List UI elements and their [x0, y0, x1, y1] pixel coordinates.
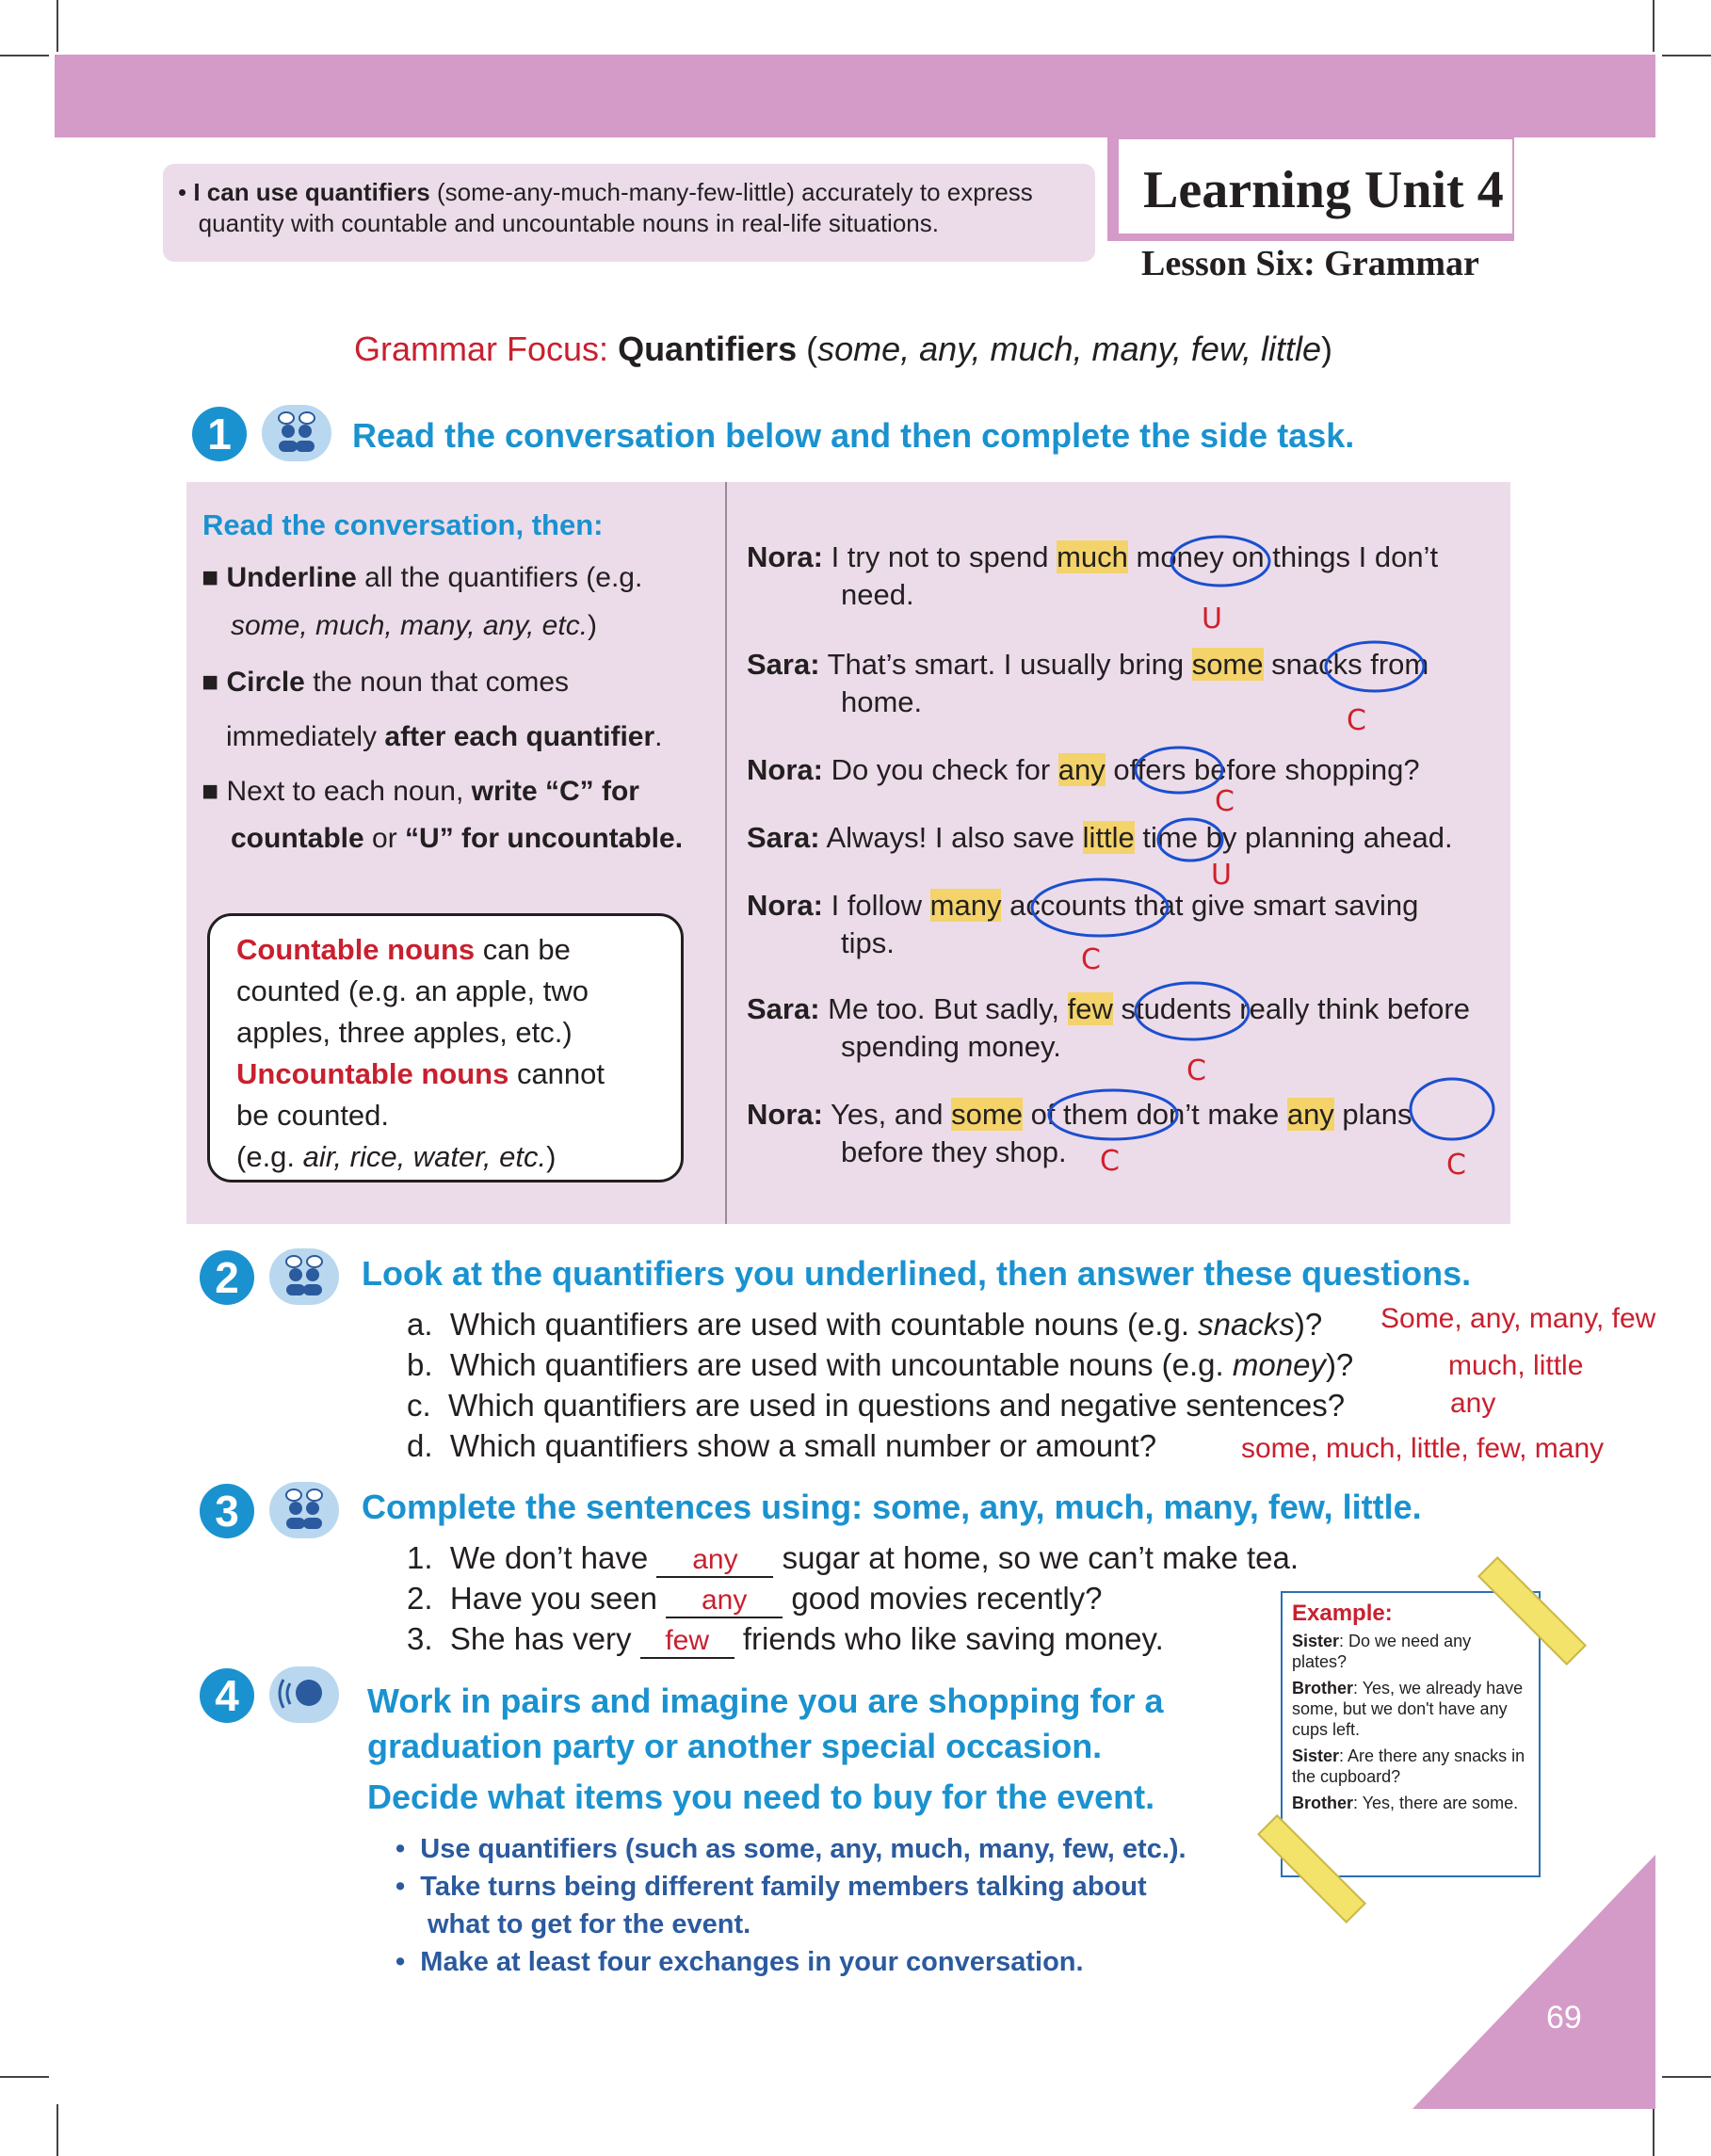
side-task-bold: after each quantifier	[384, 721, 655, 752]
side-task-item-3: ■ Next to each noun, write “C” for	[202, 776, 639, 807]
countable-label: Countable nouns	[236, 933, 476, 966]
answer-blank[interactable]	[640, 1621, 734, 1659]
question-c	[407, 1388, 1345, 1424]
dialogue-text: accounts that give smart saving	[1001, 889, 1419, 922]
speaker-name: Sara:	[747, 821, 820, 854]
question-text: Which quantifiers are used with countable nouns (e.g.	[449, 1307, 1199, 1342]
task-2-instruction: Look at the quantifiers you underlined, then answer these questions.	[362, 1254, 1472, 1293]
task-4-line-1: Work in pairs and imagine you are shopping for a	[367, 1681, 1164, 1720]
example-text: : Do we need any plates?	[1292, 1632, 1472, 1671]
answer-blank[interactable]	[666, 1581, 783, 1618]
sentence-number: 1.	[407, 1540, 433, 1575]
bullet-text: Make at least four exchanges in your conversation.	[420, 1947, 1084, 1977]
note-text-line: (e.g.	[236, 1140, 303, 1173]
example-speaker: Sister	[1292, 1632, 1340, 1650]
example-text: : Are there any snacks in the cupboard?	[1292, 1746, 1525, 1786]
grammar-focus-label: Grammar Focus:	[354, 330, 609, 368]
conversation-line-2-cont: home.	[841, 685, 923, 718]
speaking-icon	[269, 1666, 339, 1723]
side-task-examples: some, much, many, any, etc.	[231, 610, 589, 641]
example-speaker: Sister	[1292, 1746, 1340, 1765]
question-text: Which quantifiers are used with uncountable nouns (e.g.	[449, 1347, 1233, 1382]
dialogue-text: of them don’t make	[1022, 1098, 1287, 1131]
example-speaker: Brother	[1292, 1794, 1354, 1812]
sentence-3	[407, 1621, 1164, 1659]
sentence-text: She has very	[449, 1621, 640, 1656]
example-line	[1292, 1631, 1529, 1672]
dialogue-text: offers before shopping?	[1105, 753, 1420, 786]
quantifier-highlight: some	[951, 1098, 1023, 1131]
circle-mark	[1158, 819, 1222, 861]
quantifier-highlight: much	[1057, 540, 1128, 573]
example-text: : Yes, there are some.	[1353, 1794, 1519, 1812]
speaker-name: Sara:	[747, 992, 820, 1025]
answer-c: any	[1450, 1388, 1496, 1419]
task-4-bullet-1: • Use quantifiers (such as some, any, much, many, few, etc.).	[395, 1834, 1186, 1864]
side-task-item-1: ■ Underline all the quantifiers (e.g.	[202, 562, 643, 593]
page-corner-triangle	[1412, 1855, 1655, 2109]
question-letter: c.	[407, 1388, 431, 1423]
grammar-focus-open: (	[797, 330, 818, 368]
blank-answer: few	[665, 1625, 709, 1656]
sentence-text: Have you seen	[449, 1581, 667, 1616]
side-task-bold: countable	[231, 823, 364, 854]
dialogue-text: That’s smart. I usually bring	[819, 648, 1192, 681]
dialogue-text: I try not to spend	[822, 540, 1057, 573]
noun-mark: U	[1202, 603, 1222, 636]
pair-work-icon	[269, 1248, 339, 1305]
dialogue-text: I follow	[822, 889, 930, 922]
task-3-instruction: Complete the sentences using: some, any, much, many, few, little.	[362, 1488, 1422, 1526]
question-b	[407, 1347, 1353, 1383]
uncountable-examples: air, rice, water, etc.	[302, 1140, 547, 1173]
speaker-name: Nora:	[747, 889, 823, 922]
conversation-line-1-cont: need.	[841, 578, 914, 611]
dialogue-text: plans	[1333, 1098, 1412, 1131]
side-task-text: all the quantifiers (e.g.	[356, 562, 643, 593]
noun-mark: U	[1211, 859, 1232, 892]
note-text-line: )	[546, 1140, 557, 1173]
quantifier-highlight: any	[1057, 753, 1106, 786]
noun-mark: C	[1215, 785, 1235, 818]
question-letter: a.	[407, 1307, 433, 1342]
circle-mark	[1411, 1079, 1493, 1139]
pair-work-icon	[269, 1482, 339, 1538]
noun-mark: C	[1347, 704, 1366, 737]
page-number: 69	[1546, 2000, 1582, 2035]
dialogue-text: snacks from	[1263, 648, 1429, 681]
grammar-focus-close: )	[1320, 330, 1332, 368]
question-example: snacks	[1198, 1307, 1295, 1342]
bullet-text: Take turns being different family members talking about	[420, 1872, 1147, 1902]
objective-text-2: quantity with countable and uncountable nouns in real-life situations.	[198, 209, 939, 237]
note-text-line: counted (e.g. an apple, two	[236, 974, 589, 1007]
side-task-text: Next to each noun,	[226, 776, 472, 807]
example-text: : Yes, we already have some, but we don't have any cups left.	[1292, 1679, 1524, 1739]
blank-answer: any	[692, 1544, 738, 1575]
circle-mark	[1136, 748, 1222, 793]
note-text-line: can be	[475, 933, 571, 966]
circle-label: Circle	[226, 667, 305, 698]
conversation-line-7-cont: before they shop.	[841, 1135, 1067, 1168]
dialogue-text: Yes, and	[822, 1098, 952, 1131]
speaker-name: Sara:	[747, 648, 820, 681]
side-task-text: immediately	[226, 721, 385, 752]
circle-mark	[1326, 642, 1424, 691]
side-task-heading: Read the conversation, then:	[202, 508, 604, 541]
task-number-4: 4	[200, 1668, 254, 1723]
dialogue-text: students really think before	[1112, 992, 1470, 1025]
example-line	[1292, 1746, 1529, 1787]
example-line	[1292, 1793, 1529, 1813]
sentence-2	[407, 1581, 1103, 1618]
example-title: Example:	[1292, 1601, 1393, 1626]
sentence-text: sugar at home, so we can’t make tea.	[773, 1540, 1299, 1575]
question-a	[407, 1307, 1322, 1343]
sentence-text: good movies recently?	[783, 1581, 1103, 1616]
quantifier-highlight: any	[1286, 1098, 1334, 1131]
task-4-line-2: graduation party or another special occasion.	[367, 1727, 1103, 1765]
speaker-name: Nora:	[747, 540, 823, 573]
task-4-bullet-2-cont: what to get for the event.	[428, 1909, 751, 1939]
note-text-line: be counted.	[236, 1099, 390, 1132]
dialogue-text: Do you check for	[822, 753, 1058, 786]
uncountable-label: Uncountable nouns	[236, 1057, 509, 1090]
answer-d: some, much, little, few, many	[1241, 1433, 1605, 1464]
task-number-2: 2	[200, 1250, 254, 1305]
task-number-1: 1	[192, 407, 247, 461]
circle-mark	[1032, 879, 1168, 936]
example-card	[1281, 1591, 1541, 1877]
question-text: Which quantifiers show a small number or amount?	[449, 1428, 1157, 1463]
conversation-line-5-cont: tips.	[841, 926, 895, 959]
dialogue-text: Always! I also save	[819, 821, 1083, 854]
question-text: )?	[1325, 1347, 1354, 1382]
grammar-focus-topic: Quantifiers	[618, 330, 798, 368]
question-letter: d.	[407, 1428, 433, 1463]
objective-text-1: (some-any-much-many-few-little) accurately to express	[429, 178, 1033, 206]
note-text-line: apples, three apples, etc.)	[236, 1016, 573, 1049]
objective-bold: I can use quantifiers	[193, 178, 430, 206]
example-line	[1292, 1678, 1529, 1740]
side-task-bold: write “C” for	[471, 776, 639, 807]
noun-mark: C	[1186, 1054, 1206, 1087]
sentence-1	[407, 1540, 1299, 1578]
unit-title: Learning Unit 4	[1143, 161, 1504, 219]
side-task-text: .	[654, 721, 663, 752]
quantifier-highlight: many	[929, 889, 1002, 922]
dialogue-text: time by planning ahead.	[1134, 821, 1453, 854]
answer-blank[interactable]	[656, 1540, 773, 1578]
bullet-text: Use quantifiers (such as some, any, much, many, few, etc.).	[420, 1834, 1186, 1864]
note-text-line: cannot	[508, 1057, 605, 1090]
quantifier-highlight: little	[1082, 821, 1135, 854]
side-task-bold: “U” for uncountable.	[405, 823, 684, 854]
blank-answer: any	[702, 1585, 748, 1616]
quantifier-highlight: some	[1191, 648, 1264, 681]
quantifier-highlight: few	[1067, 992, 1113, 1025]
question-letter: b.	[407, 1347, 433, 1382]
task-4-line-3: Decide what items you need to buy for the event.	[367, 1778, 1155, 1816]
sentence-text: We don’t have	[449, 1540, 657, 1575]
example-speaker: Brother	[1292, 1679, 1354, 1697]
example-dialogue	[1292, 1631, 1529, 1813]
side-task-item-2: ■ Circle the noun that comes	[202, 667, 570, 698]
grammar-focus-list: some, any, much, many, few, little	[817, 330, 1321, 368]
noun-mark: C	[1100, 1145, 1120, 1178]
circle-mark	[1136, 983, 1249, 1039]
side-task-text: the noun that comes	[304, 667, 570, 698]
lesson-title: Lesson Six: Grammar	[1141, 244, 1479, 283]
question-d	[407, 1428, 1156, 1464]
task-4-bullet-3: • Make at least four exchanges in your conversation.	[395, 1947, 1084, 1977]
noun-mark: C	[1446, 1149, 1466, 1182]
question-text: )?	[1294, 1307, 1323, 1342]
conversation-line-6-cont: spending money.	[841, 1030, 1061, 1063]
task-4-bullet-2: • Take turns being different family members talking about	[395, 1872, 1147, 1902]
circle-mark	[1171, 537, 1269, 586]
sentence-text: friends who like saving money.	[734, 1621, 1164, 1656]
sentence-number: 3.	[407, 1621, 433, 1656]
side-task-text: )	[588, 610, 598, 641]
noun-mark: C	[1081, 943, 1101, 976]
answer-b: much, little	[1448, 1350, 1584, 1381]
speaker-name: Nora:	[747, 1098, 823, 1131]
question-example: money	[1232, 1347, 1326, 1382]
dialogue-text: money on things I don’t	[1127, 540, 1439, 573]
speaker-name: Nora:	[747, 753, 823, 786]
side-task-text: or	[363, 823, 406, 854]
task-number-3: 3	[200, 1484, 254, 1538]
circle-mark	[1049, 1090, 1177, 1139]
question-text: Which quantifiers are used in questions and negative sentences?	[448, 1388, 1346, 1423]
bullet-dot: •	[178, 178, 194, 206]
underline-label: Underline	[226, 562, 357, 593]
sentence-number: 2.	[407, 1581, 433, 1616]
task-1-instruction: Read the conversation below and then complete the side task.	[352, 416, 1355, 455]
dialogue-text: Me too. But sadly,	[819, 992, 1068, 1025]
answer-a: Some, any, many, few	[1380, 1303, 1656, 1334]
